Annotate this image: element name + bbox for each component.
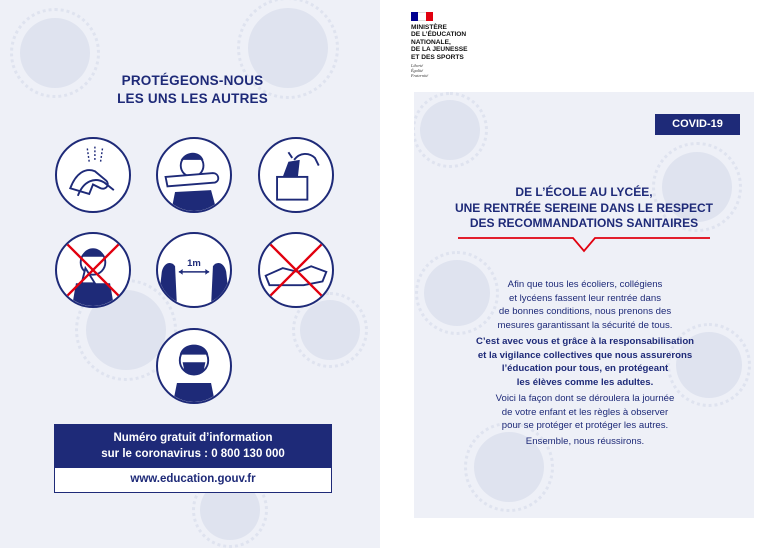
text-line: pour se protéger et protéger les autres. <box>501 420 669 431</box>
headline-line2: UNE RENTRÉE SEREINE DANS LE RESPECT <box>454 200 714 215</box>
sneeze-elbow-icon <box>156 137 232 213</box>
mask-icon <box>156 328 232 404</box>
text-line: et la vigilance collectives que nous assurerons <box>477 349 693 361</box>
headline-line1: DE L’ÉCOLE AU LYCÉE, <box>515 185 653 199</box>
text-line: C’est avec vous et grâce à la responsabilisation <box>475 336 695 347</box>
left-title-line2: LES UNS LES AUTRES <box>117 91 268 106</box>
ministry-line: DE LA JEUNESSE <box>411 46 468 54</box>
ministry-line: MINISTÈRE <box>411 24 447 31</box>
hotline-banner <box>54 424 332 467</box>
wash-hands-icon <box>55 137 131 213</box>
hotline-line1: Numéro gratuit d’information <box>113 432 273 444</box>
french-flag-icon <box>411 12 433 21</box>
speech-bubble-underline <box>458 237 710 257</box>
text-line: de bonnes conditions, nous prenons des <box>498 306 672 317</box>
virus-decoration <box>300 300 360 360</box>
paragraph-rules <box>430 392 740 433</box>
ministry-logo <box>411 12 521 78</box>
tissue-icon <box>258 137 334 213</box>
ministry-line: ET DES SPORTS <box>411 53 464 61</box>
ministry-line: DE L’ÉDUCATION <box>411 31 467 39</box>
paragraph-emphasis <box>430 335 740 389</box>
text-line: l’éducation pour tous, en protégeant <box>501 363 669 374</box>
text-line: les élèves comme les adultes. <box>516 376 654 388</box>
left-title-line1: PROTÉGEONS-NOUS <box>121 73 264 88</box>
republic-motto <box>411 63 521 78</box>
website-link[interactable]: www.education.gouv.fr <box>54 467 332 493</box>
headline <box>414 185 754 232</box>
no-handshake-icon <box>258 232 334 308</box>
paragraph-closing <box>430 435 740 449</box>
motto-line: Égalité <box>411 68 424 74</box>
motto-line: Liberté <box>411 63 424 69</box>
text-line: Afin que tous les écoliers, collégiens <box>507 279 663 290</box>
no-face-touch-icon <box>55 232 131 308</box>
hotline-number: sur le coronavirus : 0 800 130 000 <box>101 448 285 460</box>
headline-line3: DES RECOMMANDATIONS SANITAIRES <box>469 216 699 230</box>
text-line: Ensemble, nous réussirons. <box>525 436 645 447</box>
ministry-name <box>411 24 521 61</box>
text-line: et lycéens fassent leur rentrée dans <box>509 292 661 304</box>
left-title <box>0 72 385 108</box>
text-line: mesures garantissant la sécurité de tous. <box>497 319 673 331</box>
virus-decoration <box>420 100 480 160</box>
text-line: Voici la façon dont se déroulera la journée <box>495 393 675 404</box>
ministry-line: NATIONALE, <box>411 38 451 46</box>
distance-label: 1m <box>187 258 201 270</box>
paragraph-intro <box>430 278 740 332</box>
motto-line: Fraternité <box>411 73 429 79</box>
covid-badge: COVID-19 <box>655 114 740 135</box>
distance-icon <box>156 232 232 308</box>
text-line: de votre enfant et les règles à observer <box>501 406 669 418</box>
